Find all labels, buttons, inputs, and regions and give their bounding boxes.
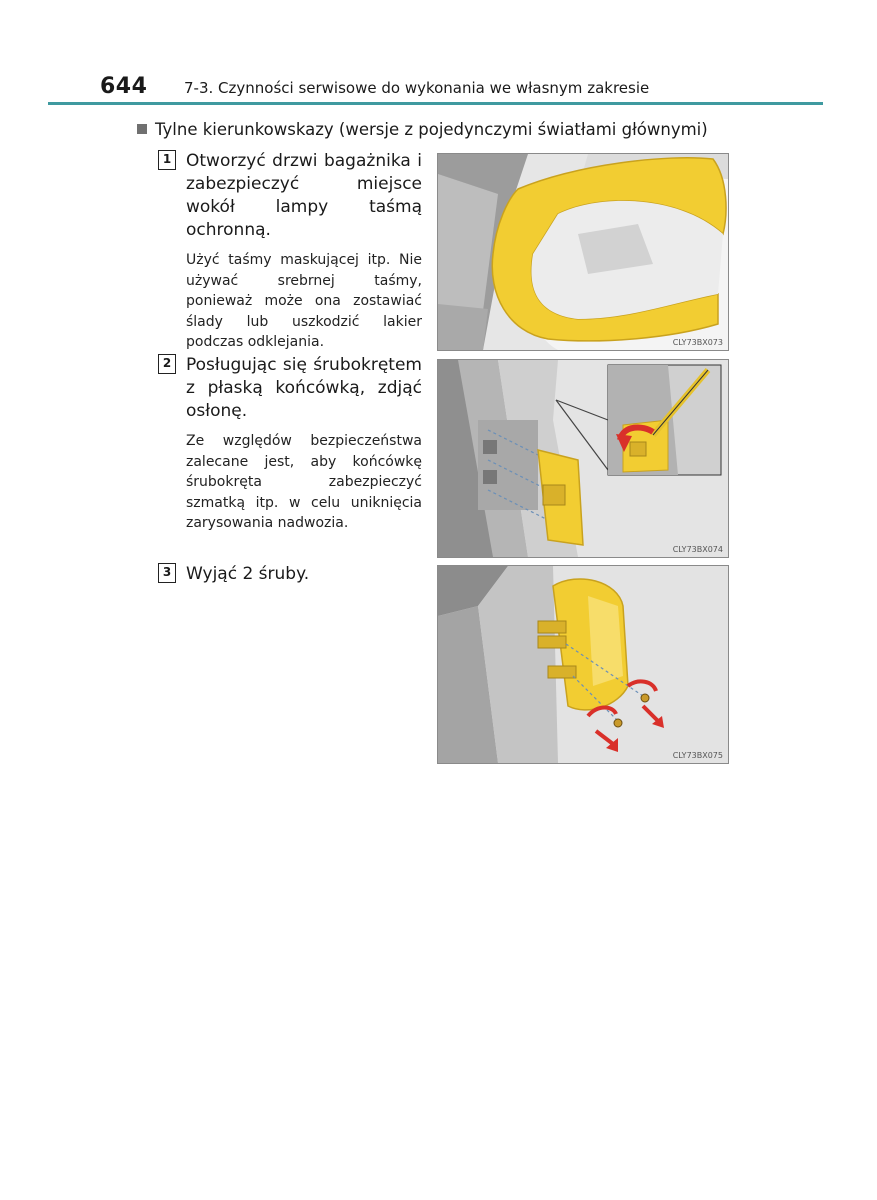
step-2 xyxy=(158,354,422,534)
taped-lamp-illustration xyxy=(438,154,728,350)
header-divider xyxy=(48,102,823,105)
step-number: 2 xyxy=(158,354,176,374)
step-note: Użyć taśmy maskującej itp. Nie używać srebrnej taśmy, ponieważ może ona zostawiać ślady lub uszkodzić lakier podczas odklejania. xyxy=(186,252,422,350)
page-header xyxy=(100,74,660,102)
square-bullet-icon xyxy=(137,124,147,134)
section-title-text: Tylne kierunkowskazy (wersje z pojedynczymi światłami głównymi) xyxy=(155,120,708,139)
chapter-title: 7-3. Czynności serwisowe do wykonania we własnym zakresie xyxy=(184,79,650,97)
cover-removal-illustration xyxy=(438,360,728,557)
figure-code: CLY73BX074 xyxy=(672,545,723,554)
step-note: Ze względów bezpieczeństwa zalecane jest, aby końcówkę śrubokręta zabezpieczyć szmatką itp. w celu uniknięcia zarysowania nadwozia. xyxy=(186,433,422,531)
figure-code: CLY73BX075 xyxy=(672,751,723,760)
figure-3-illustration xyxy=(437,565,729,764)
section-title xyxy=(137,120,708,139)
page-number: 644 xyxy=(100,74,148,99)
figure-2-illustration xyxy=(437,359,729,558)
figure-code: CLY73BX073 xyxy=(672,338,723,347)
figure-1-illustration xyxy=(437,153,729,351)
step-text: Otworzyć drzwi bagażnika i zabezpieczyć miejsce wokół lampy taśmą ochronną. xyxy=(186,151,422,240)
step-1 xyxy=(158,150,422,353)
step-text: Wyjąć 2 śruby. xyxy=(186,564,310,584)
step-number: 1 xyxy=(158,150,176,170)
step-3 xyxy=(158,563,422,586)
screw-removal-illustration xyxy=(438,566,728,763)
step-number: 3 xyxy=(158,563,176,583)
step-text: Posługując się śrubokrętem z płaską końcówką, zdjąć osłonę. xyxy=(186,355,422,421)
